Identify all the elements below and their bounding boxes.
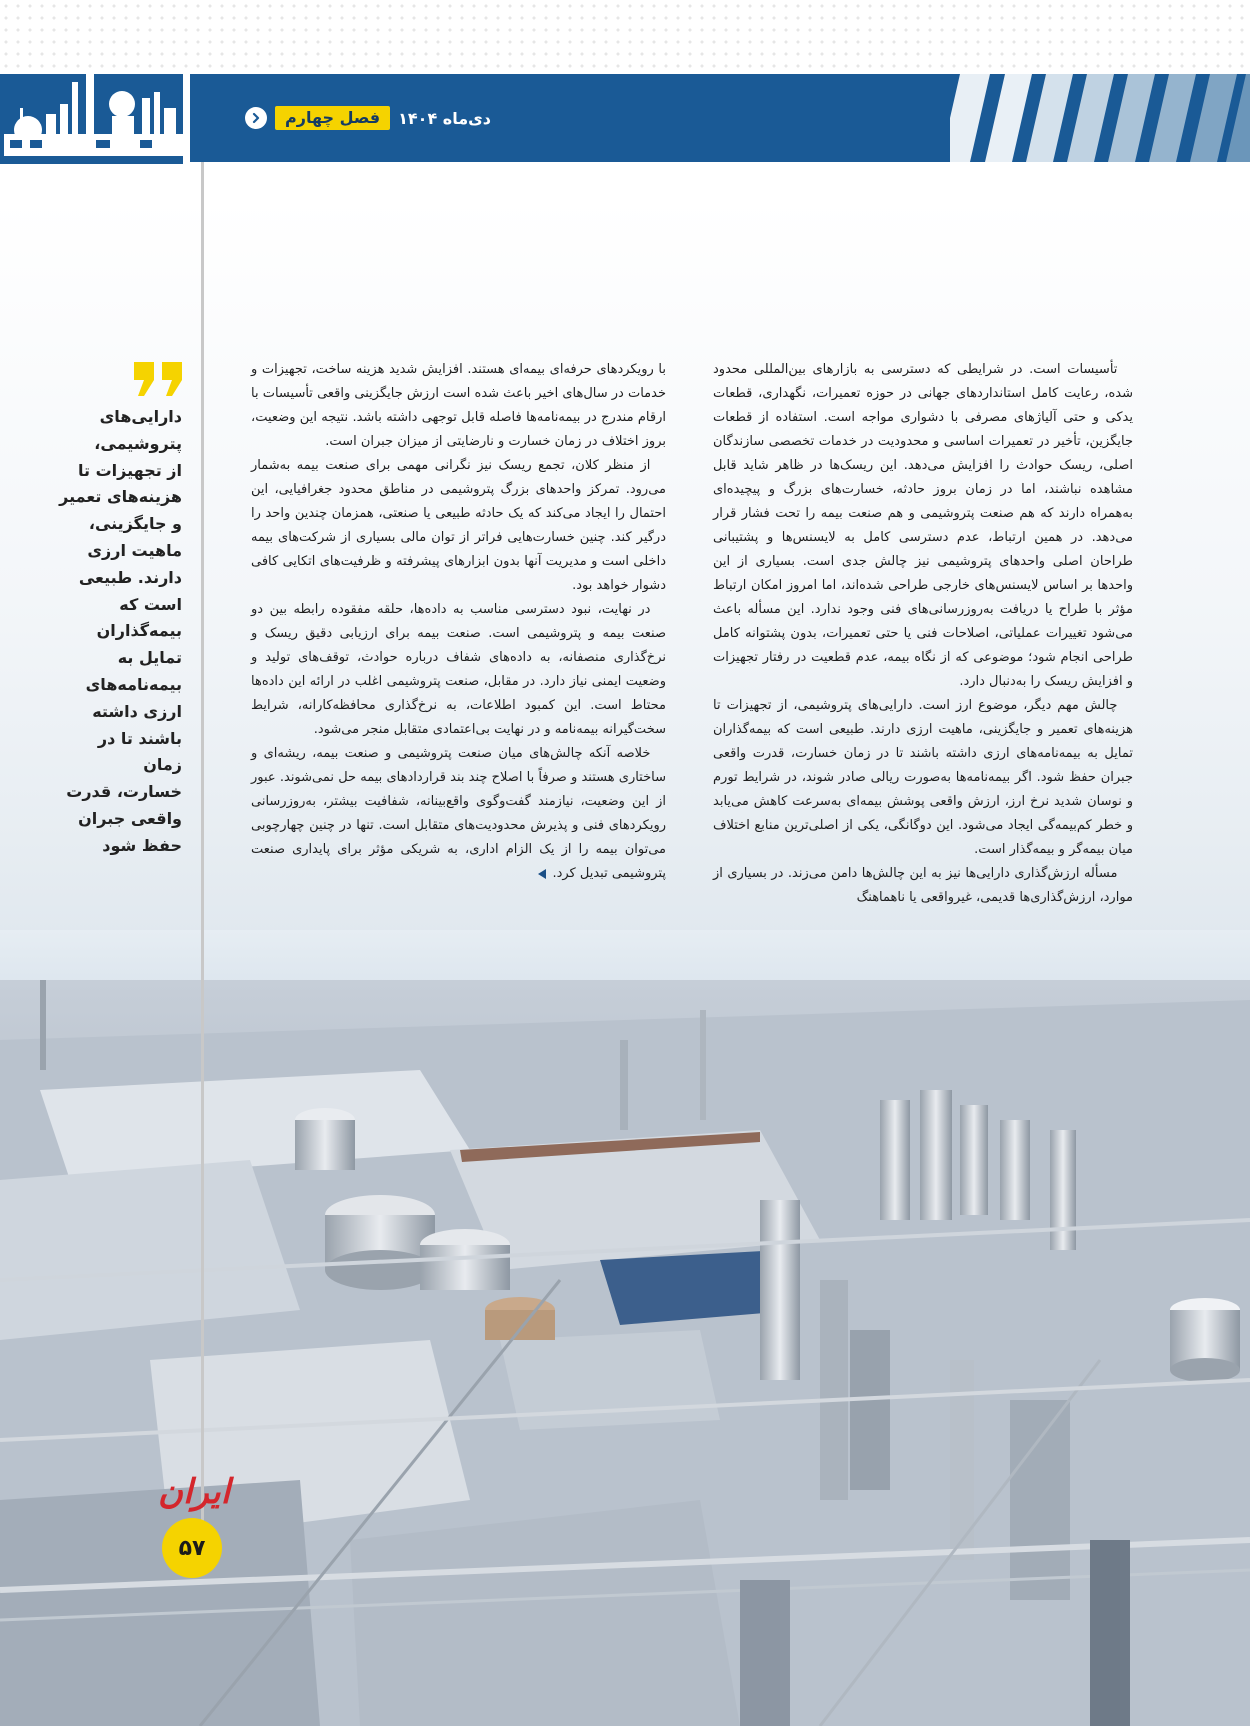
paragraph: چالش مهم دیگر، موضوع ارز است. دارایی‌های پتروشیمی، از تجهیزات تا هزینه‌های تعمیر و جایگزینی، ماهیت ارزی دارند. طبیعی است که بیمه‌گذاران تمایل به بیمه‌نامه‌های ارزی داشته باشند تا در زمان خسارت، قدرت واقعی جبران حفظ شود. اگر بیمه‌نامه‌ها به‌صورت ریالی صادر شوند، در شرایط تورم و نوسان شدید نرخ ارز، ارزش واقعی پوشش بیمه‌ای به‌سرعت کاهش می‌یابد و خطر کم‌بیمه‌گی ایجاد می‌شود. این دوگانگی، یکی از اصلی‌ترین منابع اختلاف میان بیمه‌گر و بیمه‌گذار است.: [713, 698, 1133, 857]
petrochemical-plant-illustration: [0, 980, 1250, 1726]
column-divider: [201, 162, 204, 1572]
paragraph: با رویکردهای حرفه‌ای بیمه‌ای هستند. افزایش شدید هزینه ساخت، تجهیزات و خدمات در سال‌های اخیر باعث شده است ارزش جایگزینی واقعی تأسیسات با ارقام مندرج در بیمه‌نامه‌ها فاصله قابل توجهی داشته باشد. نتیجه این وضعیت، بروز اختلاف در زمان خسارت و نارضایتی از میزان جبران است.: [251, 362, 666, 449]
pull-quote: دارایی‌های پتروشیمی، از تجهیزات تا هزینه‌های تعمیر و جایگزینی، ماهیت ارزی دارند. طبیعی است که بیمه‌گذاران تمایل به بیمه‌نامه‌های ارزی داشته باشند تا در زمان خسارت، قدرت واقعی جبران حفظ شود: [59, 407, 182, 855]
header-meta: [245, 104, 491, 132]
article-end-triangle-icon: [538, 869, 546, 879]
paragraph: در نهایت، نبود دسترسی مناسب به داده‌ها، حلقه مفقوده رابطه بین دو صنعت بیمه و پتروشیمی است. صنعت بیمه برای ارزیابی دقیق ریسک و نرخ‌گذاری منصفانه، به داده‌های شفاف درباره حوادث، توقف‌های تولید و وضعیت ایمنی نیاز دارد. در مقابل، صنعت پتروشیمی اغلب در ارائه این داده‌ها محتاط است. این کمبود اطلاعات، به نرخ‌گذاری محافظه‌کارانه، شرایط سخت‌گیرانه بیمه‌نامه و در نهایت بی‌اعتمادی متقابل منجر می‌شود.: [251, 602, 666, 737]
paragraph-text: خلاصه آنکه چالش‌های میان صنعت پتروشیمی و صنعت بیمه، ریشه‌ای و ساختاری هستند و صرفاً با اصلاح چند بند قراردادهای بیمه حل نمی‌شوند. عبور از این وضعیت، نیازمند گفت‌وگوی واقع‌بینانه، شفافیت بیشتر، به‌روزرسانی رویکردهای فنی و پذیرش محدودیت‌های متقابل است. تنها در چنین چهارچوبی می‌توان بیمه را از یک الزام اداری، به شریکی مؤثر برای پایداری صنعت پتروشیمی تبدیل کرد.: [251, 746, 666, 881]
issue-date: دی‌ماه ۱۴۰۴: [398, 108, 492, 128]
chevron-right-icon: [245, 107, 267, 129]
paragraph: از منظر کلان، تجمع ریسک نیز نگرانی مهمی برای صنعت بیمه به‌شمار می‌رود. تمرکز واحدهای بزرگ پتروشیمی در مناطق محدود جغرافیایی، این احتمال را ایجاد می‌کند که یک حادثه طبیعی یا صنعتی، همزمان چندین واحد را درگیر کند. چنین خسارت‌هایی فراتر از توان مالی بسیاری از شرکت‌های بیمه داخلی است و مدیریت آنها بدون ابزارهای پیشرفته و ظرفیت‌های اتکایی کافی دشوار خواهد بود.: [251, 458, 666, 593]
article-column-right: [713, 358, 1133, 910]
paragraph: تأسیسات است. در شرایطی که دسترسی به بازارهای بین‌المللی محدود شده، رعایت کامل استانداردهای جهانی در حوزه تعمیرات، نگهداری، قطعات یدکی و حتی آلیاژهای مصرفی با دشواری مواجه است. استفاده از قطعات جایگزین، تأخیر در تعمیرات اساسی و محدودیت در خدمات تخصصی سازندگان اصلی، ریسک حوادث را افزایش می‌دهد. این ریسک‌ها در ظاهر شاید قابل مشاهده نباشند، اما در زمان بروز حادثه، خسارت‌های بزرگ و پیچیده‌ای به‌همراه دارند که هم صنعت پتروشیمی و هم صنعت بیمه را تحت فشار قرار می‌دهد. در همین ارتباط، عدم دسترسی کامل به لایسنس‌ها و پشتیبانی طراحان اصلی واحدهای پتروشیمی نیز چالش جدی است. بسیاری از این واحدها بر اساس لایسنس‌های خارجی طراحی شده‌اند، اما امروز امکان ارتباط مؤثر با طراح یا دریافت به‌روزرسانی‌های فنی وجود ندارد. این مسأله باعث می‌شود تغییرات عملیاتی، اصلاحات فنی یا حتی تعمیرات، بدون پشتوانه کامل طراحی انجام شود؛ موضوعی که از نگاه بیمه، عدم قطعیت در رفتار تجهیزات و افزایش ریسک را به‌دنبال دارد.: [713, 362, 1133, 689]
chapter-badge: فصل چهارم: [275, 106, 390, 130]
dotted-pattern: [0, 0, 1250, 70]
refinery-skyline-icon: [0, 74, 190, 164]
page-number: ۵۷: [162, 1518, 222, 1578]
paragraph-last: [251, 742, 666, 886]
paragraph: مسأله ارزش‌گذاری دارایی‌ها نیز به این چالش‌ها دامن می‌زند. در بسیاری از موارد، ارزش‌گذاری‌ها قدیمی، غیرواقعی یا ناهماهنگ: [713, 866, 1133, 905]
quote-mark-icon: [130, 360, 190, 400]
magazine-logo: ایران: [158, 1472, 231, 1512]
header-stripes-decoration: [950, 74, 1250, 162]
article-column-left: [251, 358, 666, 886]
